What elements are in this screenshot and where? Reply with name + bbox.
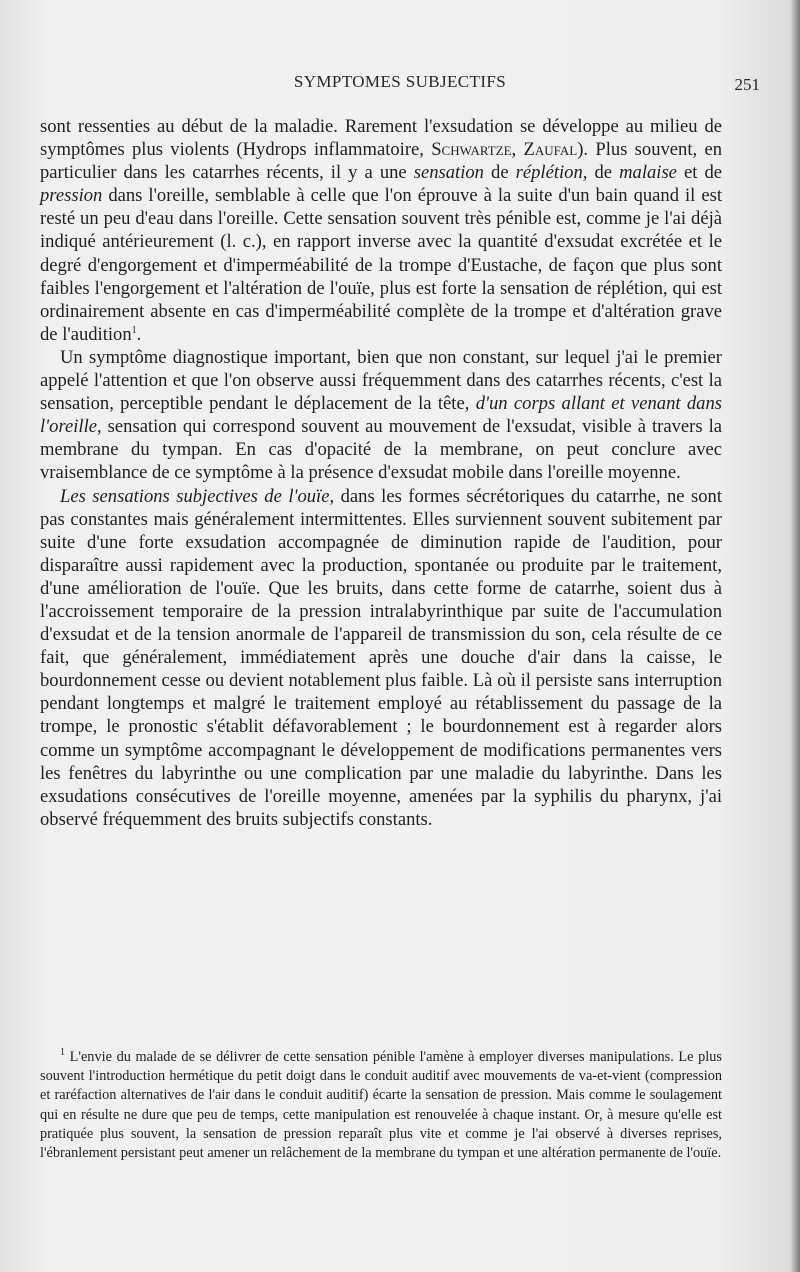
text-run: dans l'oreille, semblable à celle que l'on éprouve à la suite d'un bain quand il est resté un peu d'eau dans l'oreille. Cette sensation souvent très pénible est, comme je l'ai déjà indiqué antérieurement (l. c.), en rapport inverse avec la quantité d'exsudat excrétée et le degré d'engorgement et d'imperméabilité de la trompe d'Eustache, de façon que plus sont faibles l'engorgement et l'altération de l'ouïe, plus est forte la sensation de réplétion, qui est ordinairement absente en cas d'imperméabilité complète de la trompe et d'altération grave de l'audition: [40, 185, 722, 345]
paragraph-1: [40, 115, 722, 346]
paragraph-3: [40, 485, 722, 831]
text-run: sont ressenties au début de la maladie. Rarement l'exsudation se développe au milieu de symptômes plus violents (Hydrops inflammatoire,: [40, 116, 722, 161]
scan-edge-shadow: [790, 0, 800, 1272]
footnote-1: [40, 1048, 722, 1163]
author-name-schwartze: Schwartze: [431, 139, 512, 161]
text-run: Un symptôme diagnostique important, bien que non constant, sur lequel j'ai le premier appelé l'attention et que l'on observe aussi fréquemment dans des catarrhes récents, c'est la sensation, perceptible pendant le déplacement de la tête,: [40, 346, 722, 415]
text-run: ,: [511, 139, 524, 161]
italic-phrase: d'un corps allant et venant dans l'oreille: [40, 393, 722, 438]
italic-term: sensation: [413, 162, 484, 184]
page-header: [40, 72, 760, 98]
text-run: de: [483, 162, 516, 184]
author-name-zaufal: Zaufal: [523, 139, 578, 161]
footnote-reference: 1: [131, 324, 137, 336]
text-run: .: [136, 323, 142, 345]
italic-term: réplétion: [515, 162, 583, 184]
paragraph-2: [40, 346, 722, 485]
italic-phrase: Les sensations subjectives de l'ouïe: [60, 485, 330, 507]
footnotes: [40, 1048, 722, 1163]
footnote-text: L'envie du malade de se délivrer de cette sensation pénible l'amène à employer diverses manipulations. Le plus souvent l'introduction hermétique du petit doigt dans le conduit auditif avec mouvements de va-et-vient (compression et raréfaction alternatives de l'air dans le conduit auditif) écarte la sensation de pression. Mais comme le soulagement qui en résulte ne dure que peu de temps, cette manipulation est renouvelée à chaque instant. Or, à mesure qu'elle est pratiquée plus souvent, la sensation de pression reparaît plus vite et comme je l'ai observé à diverses reprises, l'ébranlement persistant peut amener un relâchement de la membrane du tympan et une altération permanente de l'ouïe.: [40, 1049, 722, 1162]
text-run: ). Plus souvent, en particulier dans les catarrhes récents, il y a une: [40, 139, 723, 184]
text-run: et de: [676, 162, 723, 184]
footnote-marker: 1: [60, 1047, 65, 1059]
text-run: , dans les formes sécrétoriques du catarrhe, ne sont pas constantes mais généralement intermittentes. Elles surviennent souvent subitement par suite d'une forte exsudation accompagnée de diminution rapide de l'audition, pour disparaître aussi rapidement avec la production, spontanée ou produite par le traitement, d'une amélioration de l'ouïe. Que les bruits, dans cette forme de catarrhe, soient dus à l'accroissement temporaire de la pression intralabyrinthique par suite de l'accumulation d'exsudat et de la tension anormale de l'appareil de transmission du son, cela résulte de ce fait, que généralement, immédiatement après une douche d'air dans la caisse, le bourdonnement cesse ou devient notablement plus faible. Là où il persiste sans interruption pendant longtemps et malgré le traitement employé au rétablissement du passage de la trompe, le pronostic s'établit défavorablement ; le bourdonnement est à regarder alors comme un symptôme accompagnant le développement de modifications permanentes vers les fenêtres du labyrinthe ou une complication par une maladie du labyrinthe. Dans les exsudations consécutives de l'oreille moyenne, amenées par la syphilis du pharynx, j'ai observé fréquemment des bruits subjectifs constants.: [40, 485, 722, 830]
main-text: [40, 115, 722, 831]
italic-term: pression: [40, 185, 103, 207]
text-run: , sensation qui correspond souvent au mouvement de l'exsudat, visible à travers la membrane du tympan. En cas d'opacité de la membrane, on peut conclure avec vraisemblance de ce symptôme à la présence d'exsudat mobile dans l'oreille moyenne.: [40, 416, 722, 484]
text-run: , de: [582, 162, 620, 184]
running-title: SYMPTOMES SUBJECTIFS: [293, 72, 507, 91]
italic-term: malaise: [619, 162, 677, 184]
page-number: 251: [734, 75, 760, 94]
